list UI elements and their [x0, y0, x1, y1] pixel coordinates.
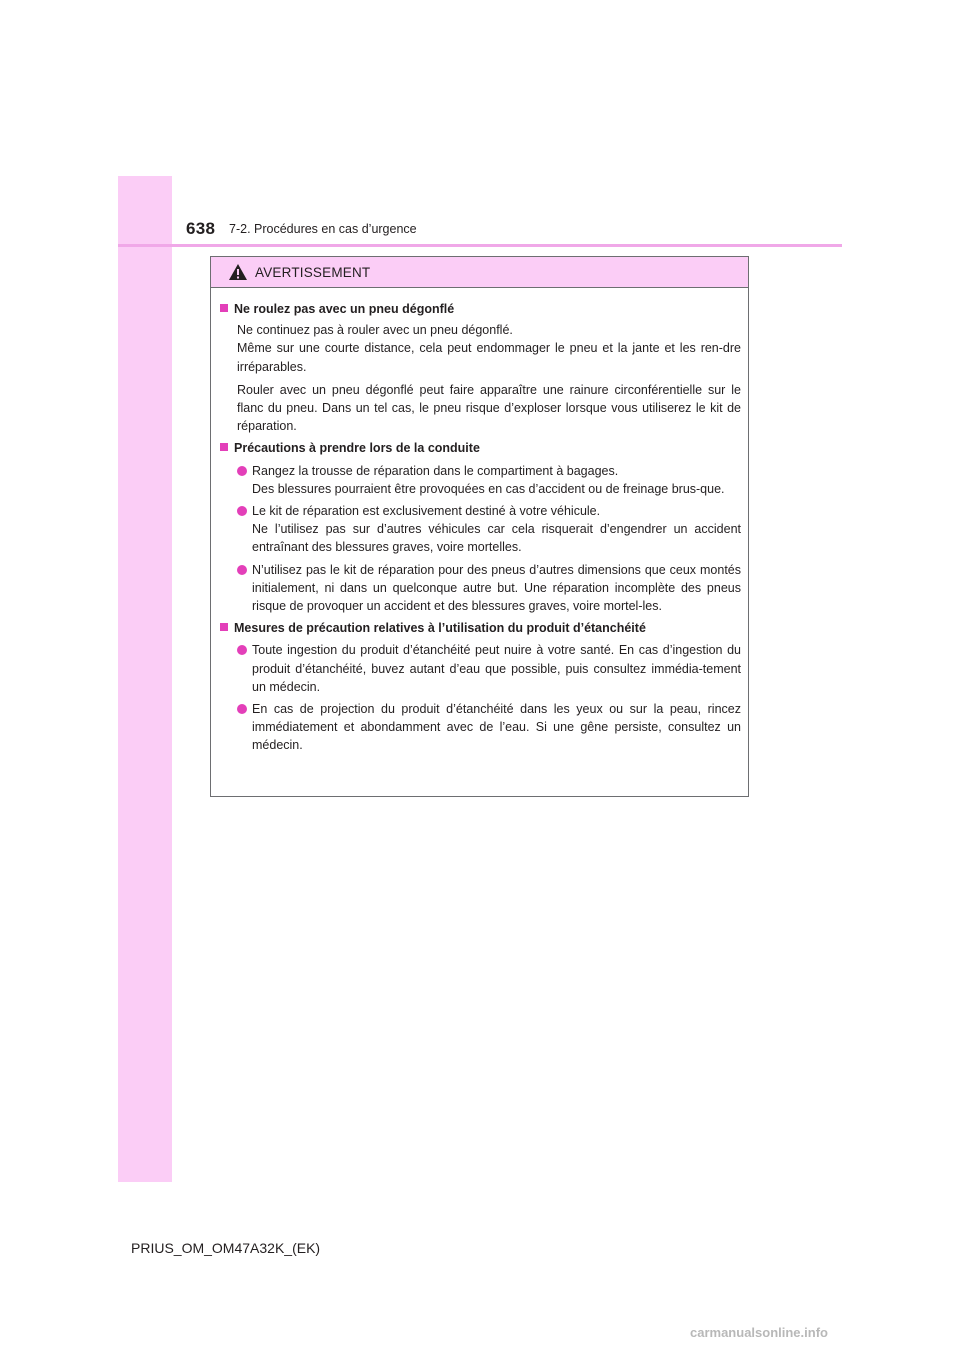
section-heading: Ne roulez pas avec un pneu dégonflé — [220, 300, 741, 318]
bullet-text: Toute ingestion du produit d’étanchéité peut nuire à votre santé. En cas d’ingestion du produit d’étanchéité, buvez autant d’eau que possible, puis consultez immédia-tement un médecin. — [252, 643, 741, 694]
paragraph: Rouler avec un pneu dégonflé peut faire apparaître une rainure circonférentielle sur le flanc du pneu. Dans un tel cas, le pneu risque d’exploser lorsque vous utiliserez le kit de réparation. — [237, 382, 741, 434]
section-title: 7-2. Procédures en cas d’urgence — [229, 222, 417, 236]
circle-bullet-icon — [237, 704, 247, 714]
bullet-text: Rangez la trousse de réparation dans le compartiment à bagages. Des blessures pourraient être provoquées en cas d’accident ou de freinage brus-que. — [252, 463, 725, 496]
square-bullet-icon — [220, 443, 228, 451]
bullet-text: Le kit de réparation est exclusivement destiné à votre véhicule. Ne l’utilisez pas sur d’autres véhicules car cela risquerait d’engendrer un accident entraînant des blessures graves, voire mortelles. — [252, 504, 741, 555]
square-bullet-icon — [220, 623, 228, 631]
bullet-item — [220, 641, 741, 696]
square-bullet-icon — [220, 304, 228, 312]
header-rule — [118, 244, 842, 247]
circle-bullet-icon — [237, 565, 247, 575]
bullet-text: En cas de projection du produit d’étanchéité dans les yeux ou sur la peau, rincez immédiatement et abondamment avec de l’eau. Si une gêne persiste, consultez un médecin. — [252, 702, 741, 753]
warning-box — [210, 256, 749, 797]
bullet-item — [220, 462, 741, 498]
circle-bullet-icon — [237, 506, 247, 516]
section-heading: Précautions à prendre lors de la conduite — [220, 439, 741, 457]
bullet-item — [220, 502, 741, 557]
warning-triangle-icon — [228, 263, 248, 281]
paragraph-text: Ne continuez pas à rouler avec un pneu dégonflé. Même sur une courte distance, cela peut endommager le pneu et la jante et les ren-dre irréparables. — [237, 323, 741, 374]
warning-body — [211, 288, 748, 755]
bullet-text: N’utilisez pas le kit de réparation pour des pneus d’autres dimensions que ceux montés initialement, ni dans un quelconque autre but. Une réparation incomplète des pneus risque de provoquer un accident et des blessures graves, voire mortel-les. — [252, 562, 741, 614]
page-number: 638 — [186, 219, 216, 238]
watermark-text: carmanualsonline.info — [690, 1325, 828, 1340]
bullet-item — [220, 561, 741, 616]
section-paragraphs — [220, 321, 741, 435]
warning-title: AVERTISSEMENT — [255, 264, 371, 280]
document-code: PRIUS_OM_OM47A32K_(EK) — [131, 1240, 321, 1256]
bullet-item — [220, 700, 741, 755]
circle-bullet-icon — [237, 466, 247, 476]
side-band — [118, 176, 172, 1182]
warning-header — [211, 257, 748, 288]
paragraph — [237, 321, 741, 376]
circle-bullet-icon — [237, 645, 247, 655]
section-heading: Mesures de précaution relatives à l’utilisation du produit d’étanchéité — [220, 619, 741, 637]
